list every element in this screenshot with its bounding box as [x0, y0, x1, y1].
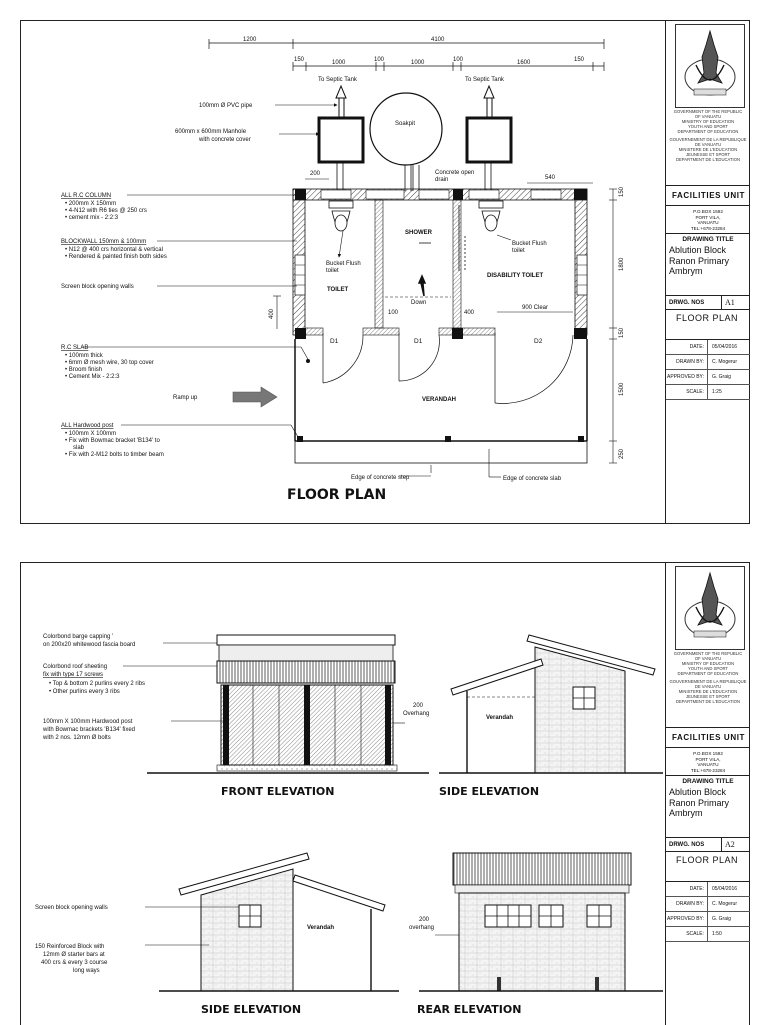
dim-150-a: 150 — [294, 57, 305, 63]
facilities-unit-row — [666, 185, 750, 206]
floor-plan-svg — [21, 21, 665, 523]
vanuatu-emblem — [675, 24, 745, 108]
elevations-drawing — [21, 563, 665, 1025]
floor-plan-sheet — [20, 20, 750, 524]
info-table-2: DATE: 05/04/2016 DRAWN BY: C. Mogerur APPROVED BY: G. Graig SCALE: 1:50 — [666, 881, 750, 942]
dim-400-door: 400 — [464, 310, 475, 316]
dim-1000-b: 1000 — [411, 60, 425, 66]
rear-elevation-title: REAR ELEVATION — [417, 1003, 522, 1016]
overhang-1-b: Overhang — [403, 711, 430, 717]
septic-label-left: To Septic Tank — [318, 77, 357, 83]
date-value: 05/04/2016 — [712, 344, 738, 350]
dim-400-v: 400 — [269, 308, 275, 319]
sheet-name-row-2 — [666, 851, 750, 882]
facilities-unit: FACILITIES UNIT — [672, 191, 745, 200]
column-head: ALL R.C COLUMN — [61, 193, 112, 199]
post-head: ALL Hardwood post — [61, 423, 114, 429]
down-label: Down — [411, 300, 427, 306]
address-row-2: P.O.BOX 1592 PORT VILA, VANUATU TEL:+678-23284 — [666, 747, 750, 776]
drain-label-1: Concrete open — [435, 170, 475, 176]
drwg-no-row — [666, 295, 750, 310]
post-item-2: • Fix with Bowmac bracket 'B134' to — [65, 438, 160, 444]
column-item-1: • 200mm X 150mm — [65, 201, 117, 207]
dim-4100: 4100 — [431, 37, 445, 43]
front-elevation-title: FRONT ELEVATION — [221, 785, 335, 798]
title-block-2 — [665, 563, 750, 1025]
room-disability: DISABILITY TOILET — [487, 273, 544, 279]
post-label-1: 100mm X 100mm Hardwood post — [43, 719, 133, 725]
bucket-label-left-2: toilet — [326, 268, 339, 274]
verandah-label: VERANDAH — [422, 397, 457, 403]
ramp-label: Ramp up — [173, 395, 198, 401]
dim-100-b: 100 — [453, 57, 464, 63]
drain-pipes — [337, 162, 491, 191]
dim-1500-v: 1500 — [619, 382, 625, 396]
drwg-no-2: A2 — [721, 838, 735, 852]
sheet-name: FLOOR PLAN — [676, 313, 739, 323]
septic-label-right: To Septic Tank — [465, 77, 504, 83]
reinf-label-4: long ways — [73, 968, 100, 974]
dim-1200: 1200 — [243, 37, 257, 43]
manhole-label-2: with concrete cover — [199, 137, 251, 143]
drawing-title: Ablution Block Ranon Primary Ambrym — [669, 245, 730, 276]
side-elevation-1 — [439, 635, 663, 773]
rear-elevation — [419, 853, 663, 991]
floor-plan-drawing — [21, 21, 665, 523]
drawn-by-value-2: C. Mogerur — [712, 901, 738, 907]
facilities-unit-row-2 — [666, 727, 750, 748]
drwg-no-label: DRWG. NOS — [669, 300, 705, 306]
bucket-label-right-1: Bucket Flush — [512, 241, 547, 247]
drwg-no: A1 — [721, 296, 735, 310]
info-table: DATE: 05/04/2016 DRAWN BY: C. Mogerur APPROVED BY: G. Graig SCALE: 1:25 — [666, 339, 750, 400]
side-elevation-title-1: SIDE ELEVATION — [439, 785, 540, 798]
drawing-title-2: Ablution Block Ranon Primary Ambrym — [669, 787, 730, 818]
dim-100-a: 100 — [374, 57, 385, 63]
reinf-label-3: 400 crs & every 3 course — [41, 960, 108, 966]
overhang-1-a: 200 — [413, 703, 424, 709]
sheet-name-2: FLOOR PLAN — [676, 855, 739, 865]
scale-value-2: 1:50 — [712, 931, 722, 937]
roof-item-2: • Other purlins every 3 ribs — [49, 689, 120, 695]
dim-200: 200 — [310, 171, 321, 177]
dim-150-b: 150 — [574, 57, 585, 63]
manhole-right — [467, 118, 511, 162]
elevations-svg — [21, 563, 665, 1025]
soakpit-label: Soakpit — [395, 121, 416, 127]
block-item-2: • Rendered & painted finish both sides — [65, 254, 167, 260]
manhole-left — [319, 118, 363, 162]
roof-label-1: Colorbond roof sheeting — [43, 664, 108, 670]
drawing-title-label-2: DRAWING TITLE — [682, 778, 734, 785]
govt-text: GOVERNMENT OF THE REPUBLIC OF VANUATU MINISTRY OF EDUCATION YOUTH AND SPORT DEPARTMENT OF EDUCATION GOUVERNEMENT DE LA REPUBLIQUE DE VANUATU MINISTERE DE L'EDUCATION JEUNESSE ET SPORT DEPARTMENT DE L'EDUCATION — [669, 109, 747, 162]
door-d1-mid: D1 — [414, 338, 423, 345]
side-elevation-2 — [159, 853, 399, 991]
dim-1000-a: 1000 — [332, 60, 346, 66]
dim-900-clear: 900 Clear — [522, 305, 549, 311]
post-label-3: with 2 nos. 12mm Ø bolts — [43, 735, 111, 741]
right-dimensions — [273, 189, 617, 463]
date-value-2: 05/04/2016 — [712, 886, 738, 892]
verandah-label-1: Verandah — [486, 715, 514, 721]
facilities-unit-2: FACILITIES UNIT — [672, 733, 745, 742]
manhole-label-1: 600mm x 600mm Manhole — [175, 129, 247, 135]
ramp-arrow — [233, 387, 277, 407]
dim-150-v1: 150 — [619, 186, 625, 197]
screen-walls-label-2: Screen block opening walls — [35, 905, 108, 911]
scale-value: 1:25 — [712, 389, 722, 395]
verandah-label-2: Verandah — [307, 925, 335, 931]
soakpit-circle — [370, 93, 442, 165]
vanuatu-emblem-2 — [675, 566, 745, 650]
top-dimensions — [209, 39, 604, 71]
slab-item-4: • Cement Mix - 2:2:3 — [65, 374, 120, 380]
dim-1600: 1600 — [517, 60, 531, 66]
drawing-title-row-2 — [666, 775, 750, 838]
column-item-2: • 4-N12 with R6 ties @ 250 crs — [65, 208, 147, 214]
side-elevation-title-2: SIDE ELEVATION — [201, 1003, 302, 1016]
step-edge-label: Edge of concrete step — [351, 475, 410, 481]
elevations-sheet — [20, 562, 750, 1025]
drwg-no-row-2 — [666, 837, 750, 852]
room-toilet: TOILET — [327, 287, 349, 293]
pvc-label: 100mm Ø PVC pipe — [199, 103, 253, 109]
bucket-label-right-2: toilet — [512, 248, 525, 254]
roof-item-1: • Top & bottom 2 purlins every 2 ribs — [49, 681, 146, 687]
overhang-2-b: overhang — [409, 925, 435, 931]
title-block-1 — [665, 21, 750, 523]
post-label-2: with Bowmac brackets 'B134' fixed — [43, 727, 135, 733]
drawn-by-value: C. Mogerur — [712, 359, 738, 365]
approved-by-value-2: G. Graig — [712, 916, 731, 922]
reinf-label-2: 12mm Ø starter bars at — [43, 952, 105, 958]
block-item-1: • N12 @ 400 crs horizontal & vertical — [65, 247, 163, 253]
screen-walls-label: Screen block opening walls — [61, 284, 134, 290]
bucket-label-left-1: Bucket Flush — [326, 261, 361, 267]
drain-label-2: drain — [435, 177, 449, 183]
slab-item-2: • 6mm Ø mesh wire, 30 top cover — [65, 360, 154, 366]
barge-label-1: Colorbond barge capping ' — [43, 634, 114, 640]
room-shower: SHOWER — [405, 230, 432, 236]
drawing-title-row — [666, 233, 750, 296]
govt-text-2: GOVERNMENT OF THE REPUBLIC OF VANUATU MINISTRY OF EDUCATION YOUTH AND SPORT DEPARTMENT OF EDUCATION GOUVERNEMENT DE LA REPUBLIQUE DE VANUATU MINISTERE DE L'EDUCATION JEUNESSE ET SPORT DEPARTMENT DE L'EDUCATION — [669, 651, 747, 704]
drawing-title-label: DRAWING TITLE — [682, 236, 734, 243]
dim-540: 540 — [545, 175, 556, 181]
roof-label-2: fix with type 17 screws — [43, 672, 104, 678]
door-d1-left: D1 — [330, 338, 339, 345]
slab-item-1: • 100mm thick — [65, 353, 103, 359]
approved-by-value: G. Graig — [712, 374, 731, 380]
dim-250-v: 250 — [619, 448, 625, 459]
column-item-3: • cement mix - 2:2:3 — [65, 215, 119, 221]
slab-edge-label: Edge of concrete slab — [503, 476, 562, 482]
dim-100-door: 100 — [388, 310, 399, 316]
slab-head: R.C SLAB — [61, 345, 89, 351]
floor-plan-title: FLOOR PLAN — [287, 487, 387, 503]
post-item-3: slab — [73, 445, 85, 451]
reinf-label-1: 150 Reinforced Block with — [35, 944, 105, 950]
overhang-2-a: 200 — [419, 917, 430, 923]
drwg-no-label-2: DRWG. NOS — [669, 842, 705, 848]
front-elevation — [147, 635, 429, 773]
address-row: P.O.BOX 1592 PORT VILA, VANUATU TEL:+678-23284 — [666, 205, 750, 234]
post-item-4: • Fix with 2-M12 bolts to timber beam — [65, 452, 164, 458]
dim-150-v2: 150 — [619, 327, 625, 338]
slab-item-3: • Broom finish — [65, 367, 103, 373]
dim-1800-v: 1800 — [619, 257, 625, 271]
sheet-name-row — [666, 309, 750, 340]
block-head: BLOCKWALL 150mm & 100mm — [61, 239, 147, 245]
door-d2: D2 — [534, 338, 543, 345]
barge-label-2: on 200x20 whitewood fascia board — [43, 642, 136, 648]
post-item-1: • 100mm X 100mm — [65, 431, 117, 437]
left-annotations — [61, 193, 309, 458]
